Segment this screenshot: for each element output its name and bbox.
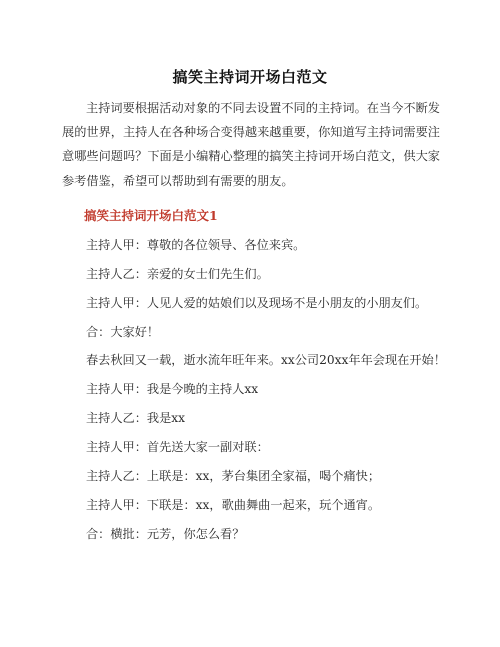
script-line: 主持人乙：我是xx — [86, 411, 186, 425]
script-line: 主持人乙：上联是：xx，茅台集团全家福，喝个痛快； — [86, 469, 381, 483]
document-title: 搞笑主持词开场白范文 — [172, 68, 328, 86]
script-line: 主持人甲：尊敬的各位领导、各位来宾。 — [86, 238, 306, 252]
script-line: 合：大家好！ — [86, 325, 160, 339]
script-line: 合：横批：元芳，你怎么看？ — [86, 527, 245, 541]
script-line: 主持人乙：亲爱的女士们先生们。 — [86, 267, 269, 281]
script-line: 主持人甲：人见人爱的姑娘们以及现场不是小朋友的小朋友们。 — [86, 296, 428, 310]
intro-paragraph: 主持词要根据活动对象的不同去设置不同的主持词。在当今不断发展的世界，主持人在各种场合变得越来越重要，你知道写主持词需要注意哪些问题吗？下面是小编精心整理的搞笑主持词开场白范文，供大家参考借鉴，希望可以帮助到有需要的朋友。 — [62, 101, 440, 188]
script-line: 主持人甲：我是今晚的主持人xx — [86, 382, 259, 396]
script-line: 春去秋回又一载，逝水流年旺年来。xx公司20xx年年会现在开始！ — [86, 353, 446, 367]
section-heading: 搞笑主持词开场白范文1 — [84, 208, 218, 223]
script-line: 主持人甲：首先送大家一副对联： — [86, 440, 269, 454]
script-line: 主持人甲：下联是：xx，歌曲舞曲一起来，玩个通宵。 — [86, 498, 381, 512]
